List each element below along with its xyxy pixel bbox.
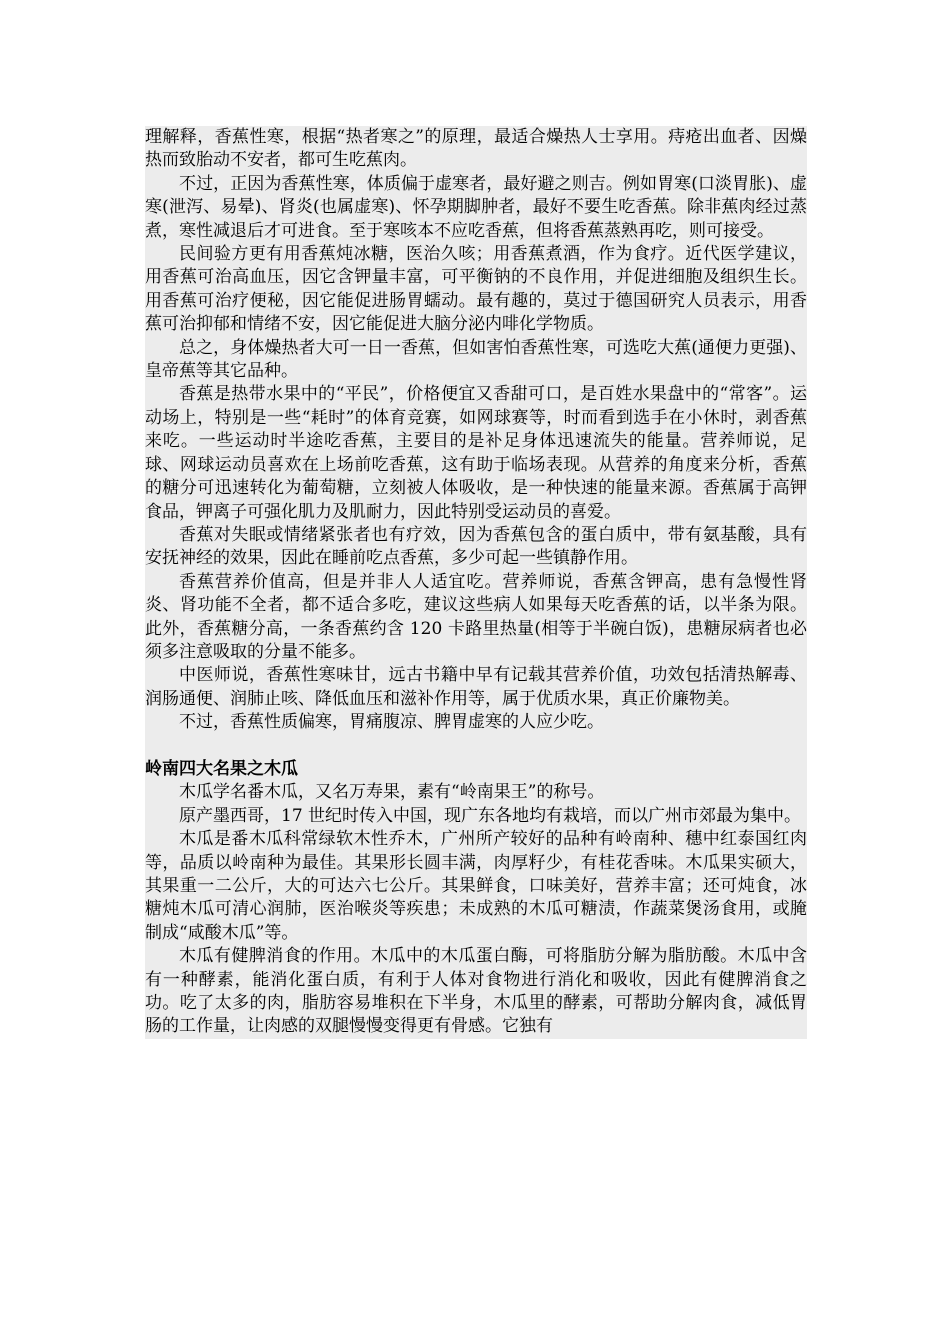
- paragraph-banana-9: 不过，香蕉性质偏寒，胃痛腹凉、脾胃虚寒的人应少吃。: [179, 712, 604, 733]
- paragraph-banana-7: 香蕉营养价值高，但是并非人人适宜吃。营养师说，香蕉含钾高，患有急慢性肾炎、肾功能不全者，都不适合多吃，建议这些病人如果每天吃香蕉的话，以半条为限。此外，香蕉糖分高，一条香蕉约含 120 卡路里热量(相等于半碗白饭)，患糖尿病者也必须多注意吸取的分量不能多。: [145, 571, 807, 662]
- paragraph-papaya-2: 原产墨西哥，17 世纪时传入中国，现广东各地均有栽培，而以广州市郊最为集中。: [179, 805, 802, 826]
- section-heading-papaya: 岭南四大名果之木瓜: [145, 758, 298, 779]
- section-spacer: [145, 735, 807, 758]
- paragraph-papaya-3: 木瓜是番木瓜科常绿软木性乔木，广州所产较好的品种有岭南种、穗中红泰国红肉等，品质以岭南种为最佳。其果形长圆丰满，肉厚籽少，有桂花香味。木瓜果实硕大，其果重一二公斤，大的可达六七公斤。其果鲜食，口味美好，营养丰富；还可炖食，冰糖炖木瓜可清心润肺，医治喉炎等疾患；未成熟的木瓜可糖渍，作蔬菜煲汤食用，或腌制成“咸酸木瓜”等。: [145, 829, 807, 943]
- paragraph-banana-6: 香蕉对失眠或情绪紧张者也有疗效，因为香蕉包含的蛋白质中，带有氨基酸，具有安抚神经的效果，因此在睡前吃点香蕉，多少可起一些镇静作用。: [145, 524, 807, 569]
- paragraph-banana-4: 总之，身体燥热者大可一日一香蕉，但如害怕香蕉性寒，可选吃大蕉(通便力更强)、皇帝蕉等其它品种。: [145, 337, 807, 382]
- paragraph-banana-2: 不过，正因为香蕉性寒，体质偏于虚寒者，最好避之则吉。例如胃寒(口淡胃胀)、虚寒(泄泻、易晕)、肾炎(也属虚寒)、怀孕期脚肿者，最好不要生吃香蕉。除非蕉肉经过蒸煮，寒性减退后才可进食。至于寒咳本不应吃香蕉，但将香蕉蒸熟再吃，则可接受。: [145, 173, 807, 241]
- paragraph-banana-1: 理解释，香蕉性寒，根据“热者寒之”的原理，最适合燥热人士享用。痔疮出血者、因燥热而致胎动不安者，都可生吃蕉肉。: [145, 127, 807, 171]
- article-body: [145, 126, 807, 1039]
- paragraph-banana-8: 中医师说，香蕉性寒味甘，远古书籍中早有记载其营养价值，功效包括清热解毒、润肠通便、润肺止咳、降低血压和滋补作用等，属于优质水果，真正价廉物美。: [145, 665, 807, 709]
- paragraph-banana-5: 香蕉是热带水果中的“平民”，价格便宜又香甜可口，是百姓水果盘中的“常客”。运动场上，特别是一些“耗时”的体育竞赛，如网球赛等，时而看到选手在小休时，剥香蕉来吃。一些运动时半途吃香蕉，主要目的是补足身体迅速流失的能量。营养师说，足球、网球运动员喜欢在上场前吃香蕉，这有助于临场表现。从营养的角度来分析，香蕉的糖分可迅速转化为葡萄糖，立刻被人体吸收，是一种快速的能量来源。香蕉属于高钾食品，钾离子可强化肌力及肌耐力，因此特别受运动员的喜爱。: [145, 384, 807, 522]
- paragraph-banana-3: 民间验方更有用香蕉炖冰糖，医治久咳；用香蕉煮酒，作为食疗。近代医学建议，用香蕉可治高血压，因它含钾量丰富，可平衡钠的不良作用，并促进细胞及组织生长。用香蕉可治疗便秘，因它能促进肠胃蠕动。最有趣的，莫过于德国研究人员表示，用香蕉可治抑郁和情绪不安，因它能促进大脑分泌内啡化学物质。: [145, 244, 807, 335]
- paragraph-papaya-4: 木瓜有健脾消食的作用。木瓜中的木瓜蛋白酶，可将脂肪分解为脂肪酸。木瓜中含有一种酵素，能消化蛋白质，有利于人体对食物进行消化和吸收，因此有健脾消食之功。吃了太多的肉，脂肪容易堆积在下半身，木瓜里的酵素，可帮助分解肉食，减低胃肠的工作量，让肉感的双腿慢慢变得更有骨感。它独有: [145, 946, 807, 1037]
- paragraph-papaya-1: 木瓜学名番木瓜，又名万寿果，素有“岭南果王”的称号。: [179, 782, 605, 803]
